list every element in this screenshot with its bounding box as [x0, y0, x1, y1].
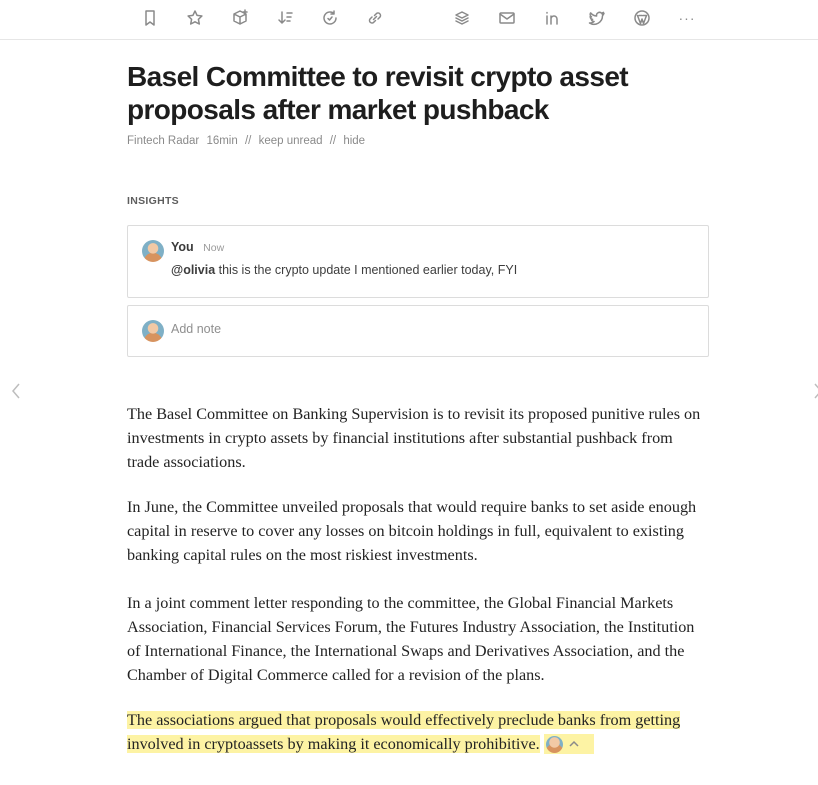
highlight-annotation[interactable] — [544, 734, 594, 754]
mail-icon[interactable] — [495, 6, 519, 30]
note-author: You — [171, 240, 194, 254]
article-body — [127, 402, 709, 756]
hide-link[interactable]: hide — [343, 135, 366, 147]
article-meta — [127, 135, 709, 147]
highlighted-text[interactable]: The associations argued that proposals would effectively preclude banks from getting involved in cryptoassets by making it economically prohibitive. — [127, 711, 681, 753]
more-icon[interactable]: ··· — [678, 10, 696, 26]
note-message: this is the crypto update I mentioned earlier today, FYI — [215, 263, 518, 277]
paragraph: The Basel Committee on Banking Supervision is to revisit its proposed punitive rules on investments in crypto assets by financial institutions after substantial pushback from trade associations. — [127, 405, 701, 471]
download-icon[interactable] — [273, 6, 297, 30]
bookmark-icon[interactable] — [138, 6, 162, 30]
paragraph: In a joint comment letter responding to the committee, the Global Financial Markets Association, Financial Services Forum, the Futures Industry Association, the Institution of International Finance, the International Swaps and Derivatives Association, and the Chamber of Digital Commerce called for a revision of the plans. — [127, 594, 695, 684]
highlighted-paragraph[interactable] — [127, 708, 709, 756]
article-title: Basel Committee to revisit crypto asset proposals after market pushback — [127, 61, 629, 125]
link-icon[interactable] — [363, 6, 387, 30]
previous-article-arrow-icon[interactable] — [10, 382, 26, 402]
add-to-collection-icon[interactable] — [228, 6, 252, 30]
wordpress-icon[interactable] — [630, 6, 654, 30]
avatar — [546, 736, 563, 753]
layers-icon[interactable] — [450, 6, 474, 30]
meta-separator: // — [329, 135, 337, 147]
note-text — [171, 263, 694, 277]
note-mention[interactable]: @olivia — [171, 263, 216, 277]
avatar — [142, 320, 164, 342]
article-read-time: 16min — [206, 135, 238, 147]
paragraph: In June, the Committee unveiled proposals that would require banks to set aside enough capital in reserve to cover any losses on bitcoin holdings in full, equivalent to existing banking capital rules on the most riskiest investments. — [127, 498, 697, 564]
article-source[interactable]: Fintech Radar — [127, 135, 200, 147]
article-toolbar — [0, 0, 818, 40]
add-note-placeholder: Add note — [171, 322, 222, 336]
chevron-up-icon[interactable] — [568, 738, 580, 750]
article-content — [127, 60, 709, 777]
twitter-icon[interactable] — [585, 6, 609, 30]
refresh-icon[interactable] — [318, 6, 342, 30]
next-article-arrow-icon[interactable] — [812, 382, 818, 402]
avatar — [142, 240, 164, 262]
keep-unread-link[interactable]: keep unread — [258, 135, 323, 147]
linkedin-icon[interactable] — [540, 6, 564, 30]
meta-separator: // — [244, 135, 252, 147]
insights-label: INSIGHTS — [127, 195, 179, 207]
add-note-field[interactable] — [127, 305, 709, 357]
note-time: Now — [203, 242, 225, 254]
star-icon[interactable] — [183, 6, 207, 30]
note-card — [127, 225, 709, 298]
